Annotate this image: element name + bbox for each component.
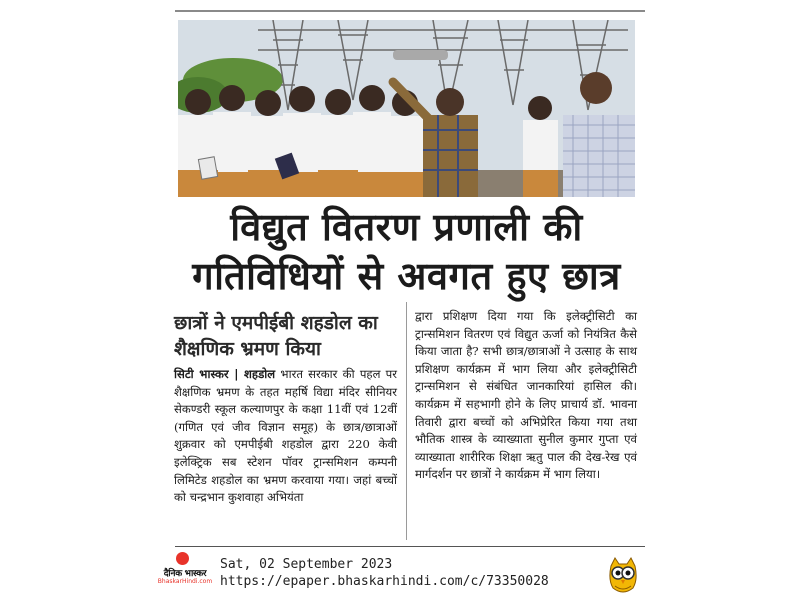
bottom-rule [175, 546, 645, 547]
epaper-url-link[interactable]: https://epaper.bhaskarhindi.com/c/73350028 [220, 574, 549, 589]
subheadline: छात्रों ने एमपीईबी शहडोल का शैक्षणिक भ्रमण किया [174, 312, 378, 360]
headline-line-2: गतिविधियों से अवगत हुए छात्र [192, 254, 621, 298]
article-text-right: द्वारा प्रशिक्षण दिया गया कि इलेक्ट्रीसिटी का ट्रान्समिशन वितरण एवं विद्युत ऊर्जा को नियंत्रित कैसे किया जाता है? सभी छात्र/छात्राओं ने उत्साह के साथ प्रशिक्षण कार्यक्रम में भाग लिया और इलेक्ट्रीसिटी ट्रान्समिशन से संबंधित जानकारियां हासिल की। कार्यक्रम में सहभागी होने के लिए प्राचार्य डॉ. भावना तिवारी द्वारा बच्चों को अभिप्रेरित किया गया तथा भौतिक शास्त्र के व्याख्याता सुनील कुमार गुप्ता एवं व्याख्याता शारीरिक शिक्षा ऋतु पाल की देख-रेख एवं मार्गदर्शन पर छात्रों ने कार्यक्रम में भाग लिया। [415, 309, 637, 482]
news-photo [178, 20, 635, 197]
article-column-left [174, 366, 397, 507]
byline: सिटी भास्कर | शहडोल [174, 367, 276, 381]
article-column-right [415, 308, 637, 484]
sun-logo-icon [176, 552, 189, 565]
column-divider [406, 302, 407, 540]
article-text-left: भारत सरकार की पहल पर शैक्षणिक भ्रमण के तहत महर्षि विद्या मंदिर सीनियर सेकण्डरी स्कूल कल्याणपुर के कक्षा 11वीं एवं 12वीं (गणित एवं जीव विज्ञान समूह) के छात्र/छात्राओं शुक्रवार को एमपीईबी शहडोल द्वारा 220 केवी इलेक्ट्रिक सब स्टेशन पॉवर ट्रान्समिशन कम्पनी लिमिटेड शहडोल का भ्रमण करवाया गया। जहां बच्चों को चन्द्रभान कुशवाहा अभियंता [174, 367, 398, 505]
logo-subtext: BhaskarHindi.com [157, 578, 213, 585]
top-rule [175, 10, 645, 12]
dainik-bhaskar-logo[interactable] [155, 552, 215, 594]
logo-text: दैनिक भास्कर [163, 569, 207, 579]
owl-icon[interactable] [606, 556, 640, 594]
headline-line-1: विद्युत वितरण प्रणाली की [230, 205, 583, 249]
publication-date: Sat, 02 September 2023 [220, 557, 393, 572]
